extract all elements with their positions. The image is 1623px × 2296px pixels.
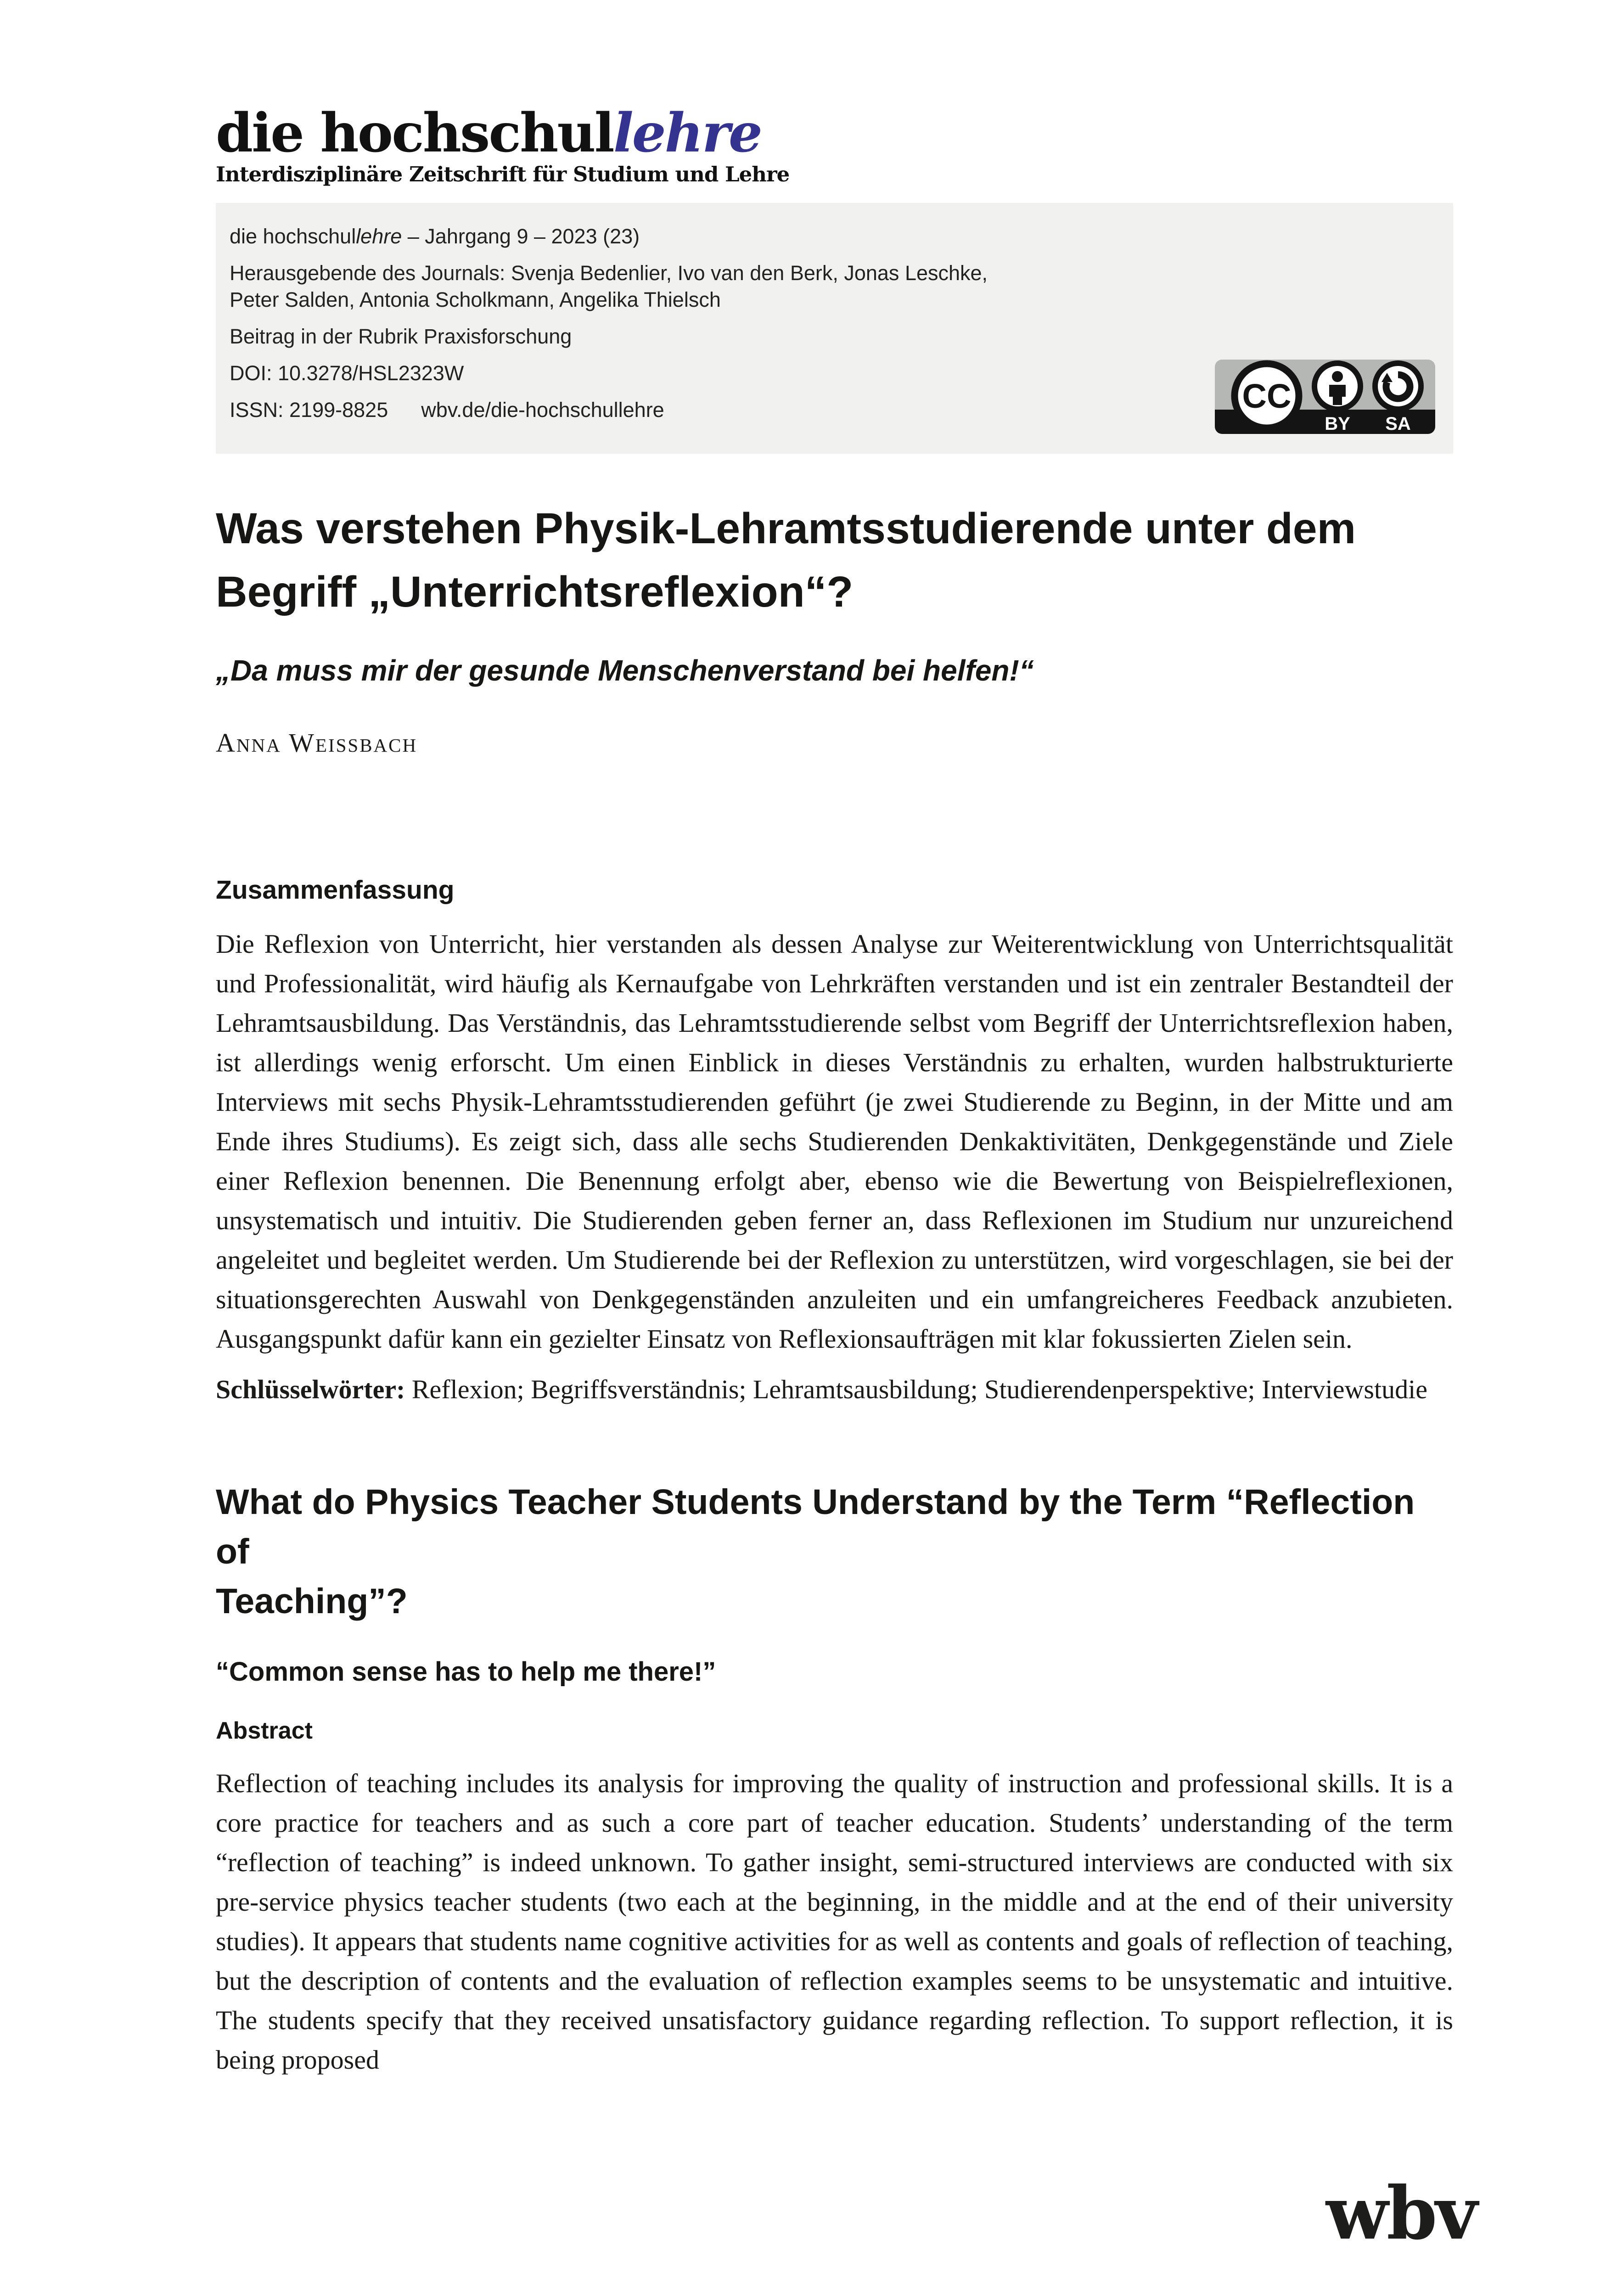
english-title	[216, 1477, 1453, 1626]
issue-line	[230, 223, 1438, 250]
person-icon	[1314, 363, 1360, 409]
page-content	[216, 0, 1453, 2080]
cc-icon	[1235, 364, 1299, 428]
english-subtitle: “Common sense has to help me there!”	[216, 1657, 716, 1687]
article-title-line-1: Was verstehen Physik-Lehramtsstudierende unter dem	[216, 504, 1356, 553]
journal-tagline: Interdisziplinäre Zeitschrift für Studium und Lehre	[216, 162, 790, 186]
keywords-line	[216, 1370, 1453, 1409]
issue-volume: – Jahrgang 9 – 2023 (23)	[402, 225, 640, 248]
cc-by-sa-icon	[1213, 357, 1438, 436]
abstract-text: Reflection of teaching includes its analysis for improving the quality of instruction and professional skills. It is a core practice for teachers and as such a core part of teacher education. Students’ understanding of the term “reflection of teaching” is indeed unknown. To gather insight, semi-structured interviews are conducted with six pre-service physics teacher students (two each at the beginning, in the middle and at the end of their university studies). It appears that students name cognitive activities for as well as contents and goals of reflection of teaching, but the description of contents and the evaluation of reflection examples seems to be unsystematic and intuitive. The students specify that they received unsatisfactory guidance regarding reflection. To support reflection, it is being proposed	[216, 1768, 1453, 2075]
keywords-label: Schlüsselwörter:	[216, 1374, 405, 1404]
editors-line-2: Peter Salden, Antonia Scholkmann, Angelika Thielsch	[230, 288, 721, 311]
issue-journal-name: die hochschul	[230, 225, 356, 248]
english-title-line-1: What do Physics Teacher Students Understand by the Term “Reflection of	[216, 1482, 1415, 1571]
journal-masthead	[216, 0, 1453, 186]
svg-text:CC: CC	[1242, 377, 1292, 415]
journal-logo-blue: lehre	[613, 102, 761, 164]
journal-url-link[interactable]: wbv.de/die-hochschullehre	[421, 398, 664, 422]
journal-logo	[216, 102, 1453, 164]
cc-by-sa-license-badge[interactable]	[1213, 357, 1438, 436]
issn-number: ISSN: 2199-8825	[230, 398, 388, 422]
abstract-heading: Abstract	[216, 1717, 313, 1744]
article-author: Anna Weissbach	[216, 728, 418, 758]
journal-logo-black: die hochschul	[216, 102, 613, 164]
issue-journal-name-italic: lehre	[356, 225, 402, 248]
article-title	[216, 497, 1453, 624]
issue-metadata-box	[216, 203, 1453, 454]
editors-line-1: Herausgebende des Journals: Svenja Bedenlier, Ivo van den Berk, Jonas Leschke,	[230, 261, 988, 285]
zusammenfassung-heading: Zusammenfassung	[216, 875, 455, 905]
wbv-publisher-logo: wbv	[1326, 2171, 1476, 2256]
english-title-line-2: Teaching”?	[216, 1581, 408, 1621]
cc-sa-label: SA	[1385, 414, 1411, 434]
rubric-line: Beitrag in der Rubrik Praxisforschung	[230, 325, 572, 348]
article-title-line-2: Begriff „Unterrichtsreflexion“?	[216, 568, 854, 616]
zusammenfassung-text: Die Reflexion von Unterricht, hier verstanden als dessen Analyse zur Weiterentwicklung von Unterrichtsqualität und Professionalität, wird häufig als Kernaufgabe von Lehrkräften verstanden und ist ein zentraler Bestandteil der Lehramtsausbildung. Das Verständnis, das Lehramtsstudierende selbst vom Begriff der Unterrichtsreflexion haben, ist allerdings wenig erforscht. Um einen Einblick in dieses Verständnis zu erhalten, wurden halbstrukturierte Interviews mit sechs Physik-Lehramtsstudierenden geführt (je zwei Studierende zu Beginn, in der Mitte und am Ende ihres Studiums). Es zeigt sich, dass alle sechs Studierenden Denkaktivitäten, Denkgegenstände und Ziele einer Reflexion benennen. Die Benennung erfolgt aber, ebenso wie die Bewertung von Beispielreflexionen, unsystematisch und intuitiv. Die Studierenden geben ferner an, dass Reflexionen im Studium nur unzureichend angeleitet und begleitet werden. Um Studierende bei der Reflexion zu unterstützen, wird vorgeschlagen, sie bei der situationsgerechten Auswahl von Denkgegenständen anzuleiten und ein umfangreicheres Feedback anzubieten. Ausgangspunkt dafür kann ein gezielter Einsatz von Reflexionsaufträgen mit klar fokussierten Zielen sein.	[216, 929, 1453, 1354]
keywords-text: Reflexion; Begriffsverständnis; Lehramtsausbildung; Studierendenperspektive; Interviewstudie	[405, 1374, 1427, 1404]
cc-by-label: BY	[1325, 414, 1350, 434]
share-alike-icon	[1375, 363, 1421, 409]
editors-line	[230, 260, 1438, 313]
doi-line: DOI: 10.3278/HSL2323W	[230, 361, 464, 385]
article-subtitle: „Da muss mir der gesunde Menschenverstand bei helfen!“	[216, 654, 1034, 687]
